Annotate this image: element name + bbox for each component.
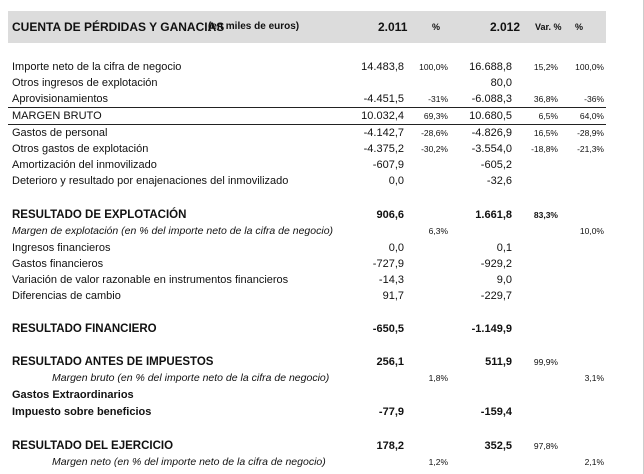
table-row <box>0 125 644 141</box>
row-value-2011: -727,9 <box>372 258 404 270</box>
row-label: Gastos de personal <box>12 127 108 139</box>
statement-units: (en miles de euros) <box>208 21 300 32</box>
table-row <box>0 288 644 304</box>
row-value-2012: 16.688,8 <box>469 61 512 73</box>
row-label: Importe neto de la cifra de negocio <box>12 61 182 73</box>
row-value-2012: 352,5 <box>484 440 512 452</box>
row-label: Diferencias de cambio <box>12 290 121 302</box>
table-header <box>8 11 606 43</box>
row-value-2012: -159,4 <box>480 406 512 418</box>
table-row <box>0 59 644 75</box>
table-row <box>0 75 644 91</box>
row-pct-2012: -36% <box>584 94 604 104</box>
row-var-pct: 15,2% <box>533 62 558 72</box>
row-label: RESULTADO DE EXPLOTACIÓN <box>12 209 187 221</box>
table-row <box>0 157 644 173</box>
row-label: RESULTADO DEL EJERCICIO <box>12 440 174 452</box>
row-label: Deterioro y resultado por enajenaciones del inmovilizado <box>12 175 289 187</box>
table-row <box>0 256 644 272</box>
row-value-2012: -6.088,3 <box>471 93 512 105</box>
row-pct-2012: -28,9% <box>577 128 604 138</box>
row-pct-2011: 69,3% <box>423 111 448 121</box>
row-pct-2011: 1,2% <box>428 457 448 467</box>
table-row <box>0 91 644 107</box>
row-value-2012: 80,0 <box>490 77 512 89</box>
row-value-2012: 10.680,5 <box>469 110 512 122</box>
row-var-pct: 99,9% <box>533 357 558 367</box>
header-var-pct: Var. % <box>535 22 562 32</box>
row-pct-2011: -28,6% <box>421 128 448 138</box>
row-value-2012: -229,7 <box>480 290 512 302</box>
row-var-pct: 83,3% <box>533 210 558 220</box>
row-value-2012: -3.554,0 <box>471 143 512 155</box>
row-value-2011: 14.483,8 <box>361 61 404 73</box>
table-row <box>0 370 644 386</box>
row-pct-2011: 1,8% <box>428 373 448 383</box>
row-var-pct: -18,8% <box>531 144 558 154</box>
row-label: RESULTADO ANTES DE IMPUESTOS <box>12 356 214 368</box>
row-pct-2011: 100,0% <box>419 62 448 72</box>
row-label: Aprovisionamientos <box>12 93 108 105</box>
row-value-2011: -4.142,7 <box>363 127 404 139</box>
row-value-2011: -650,5 <box>372 323 404 335</box>
row-value-2011: 91,7 <box>382 290 404 302</box>
header-2011: 2.011 <box>378 20 408 34</box>
table-row <box>0 387 644 403</box>
row-value-2012: -32,6 <box>486 175 512 187</box>
row-label: RESULTADO FINANCIERO <box>12 323 157 335</box>
row-value-2011: 0,0 <box>388 175 404 187</box>
row-label: Gastos financieros <box>12 258 104 270</box>
row-label: Impuesto sobre beneficios <box>12 406 152 418</box>
row-value-2011: -607,9 <box>372 159 404 171</box>
row-value-2011: -4.375,2 <box>363 143 404 155</box>
row-value-2012: 1.661,8 <box>475 209 512 221</box>
row-value-2012: -4.826,9 <box>471 127 512 139</box>
row-var-pct: 6,5% <box>538 111 558 121</box>
table-row <box>0 454 644 470</box>
row-pct-2011: -30,2% <box>421 144 448 154</box>
row-value-2011: -77,9 <box>378 406 404 418</box>
row-label: Variación de valor razonable en instrumentos financieros <box>12 274 289 286</box>
row-value-2012: 511,9 <box>485 356 512 368</box>
row-value-2011: 0,0 <box>388 242 404 254</box>
row-pct-2012: 2,1% <box>584 457 604 467</box>
row-pct-2011: 6,3% <box>428 226 448 236</box>
row-pct-2012: 100,0% <box>575 62 604 72</box>
table-row <box>0 207 644 223</box>
row-var-pct: 36,8% <box>533 94 558 104</box>
row-pct-2012: 64,0% <box>579 111 604 121</box>
row-pct-2012: 3,1% <box>584 373 604 383</box>
row-value-2011: -4.451,5 <box>363 93 404 105</box>
table-row <box>0 354 644 370</box>
header-pct-2012: % <box>575 22 584 32</box>
row-value-2011: 906,6 <box>376 209 404 221</box>
header-2012: 2.012 <box>490 20 521 34</box>
row-pct-2012: -21,3% <box>577 144 604 154</box>
table-row <box>0 108 644 124</box>
table-row <box>0 272 644 288</box>
table-row <box>0 240 644 256</box>
row-var-pct: 16,5% <box>533 128 558 138</box>
table-row <box>0 141 644 157</box>
row-label: Margen bruto (en % del importe neto de la cifra de negocio) <box>52 372 330 384</box>
table-row <box>0 223 644 239</box>
row-label: Otros gastos de explotación <box>12 143 149 155</box>
table-row <box>0 438 644 454</box>
row-label: Amortización del inmovilizado <box>12 159 157 171</box>
table-row <box>0 321 644 337</box>
row-value-2011: 10.032,4 <box>361 110 404 122</box>
row-label: Margen de explotación (en % del importe neto de la cifra de negocio) <box>12 225 334 237</box>
row-value-2012: -605,2 <box>480 159 512 171</box>
row-value-2012: -929,2 <box>480 258 512 270</box>
row-value-2011: 178,2 <box>376 440 404 452</box>
row-pct-2011: -31% <box>428 94 448 104</box>
statement-title: CUENTA DE PÉRDIDAS Y GANACIAS <box>12 20 225 34</box>
row-label: Otros ingresos de explotación <box>12 77 158 89</box>
row-label: MARGEN BRUTO <box>12 110 102 122</box>
row-value-2012: 0,1 <box>496 242 512 254</box>
table-row <box>0 173 644 189</box>
row-label: Gastos Extraordinarios <box>12 389 134 401</box>
row-value-2012: 9,0 <box>496 274 512 286</box>
row-pct-2012: 10,0% <box>579 226 604 236</box>
header-pct-2011: % <box>432 22 441 32</box>
row-value-2012: -1.149,9 <box>471 323 512 335</box>
row-label: Ingresos financieros <box>12 242 111 254</box>
row-label: Margen neto (en % del importe neto de la cifra de negocio) <box>52 456 326 468</box>
table-row <box>0 404 644 420</box>
row-value-2011: -14,3 <box>378 274 404 286</box>
row-var-pct: 97,8% <box>533 441 558 451</box>
row-value-2011: 256,1 <box>376 356 404 368</box>
